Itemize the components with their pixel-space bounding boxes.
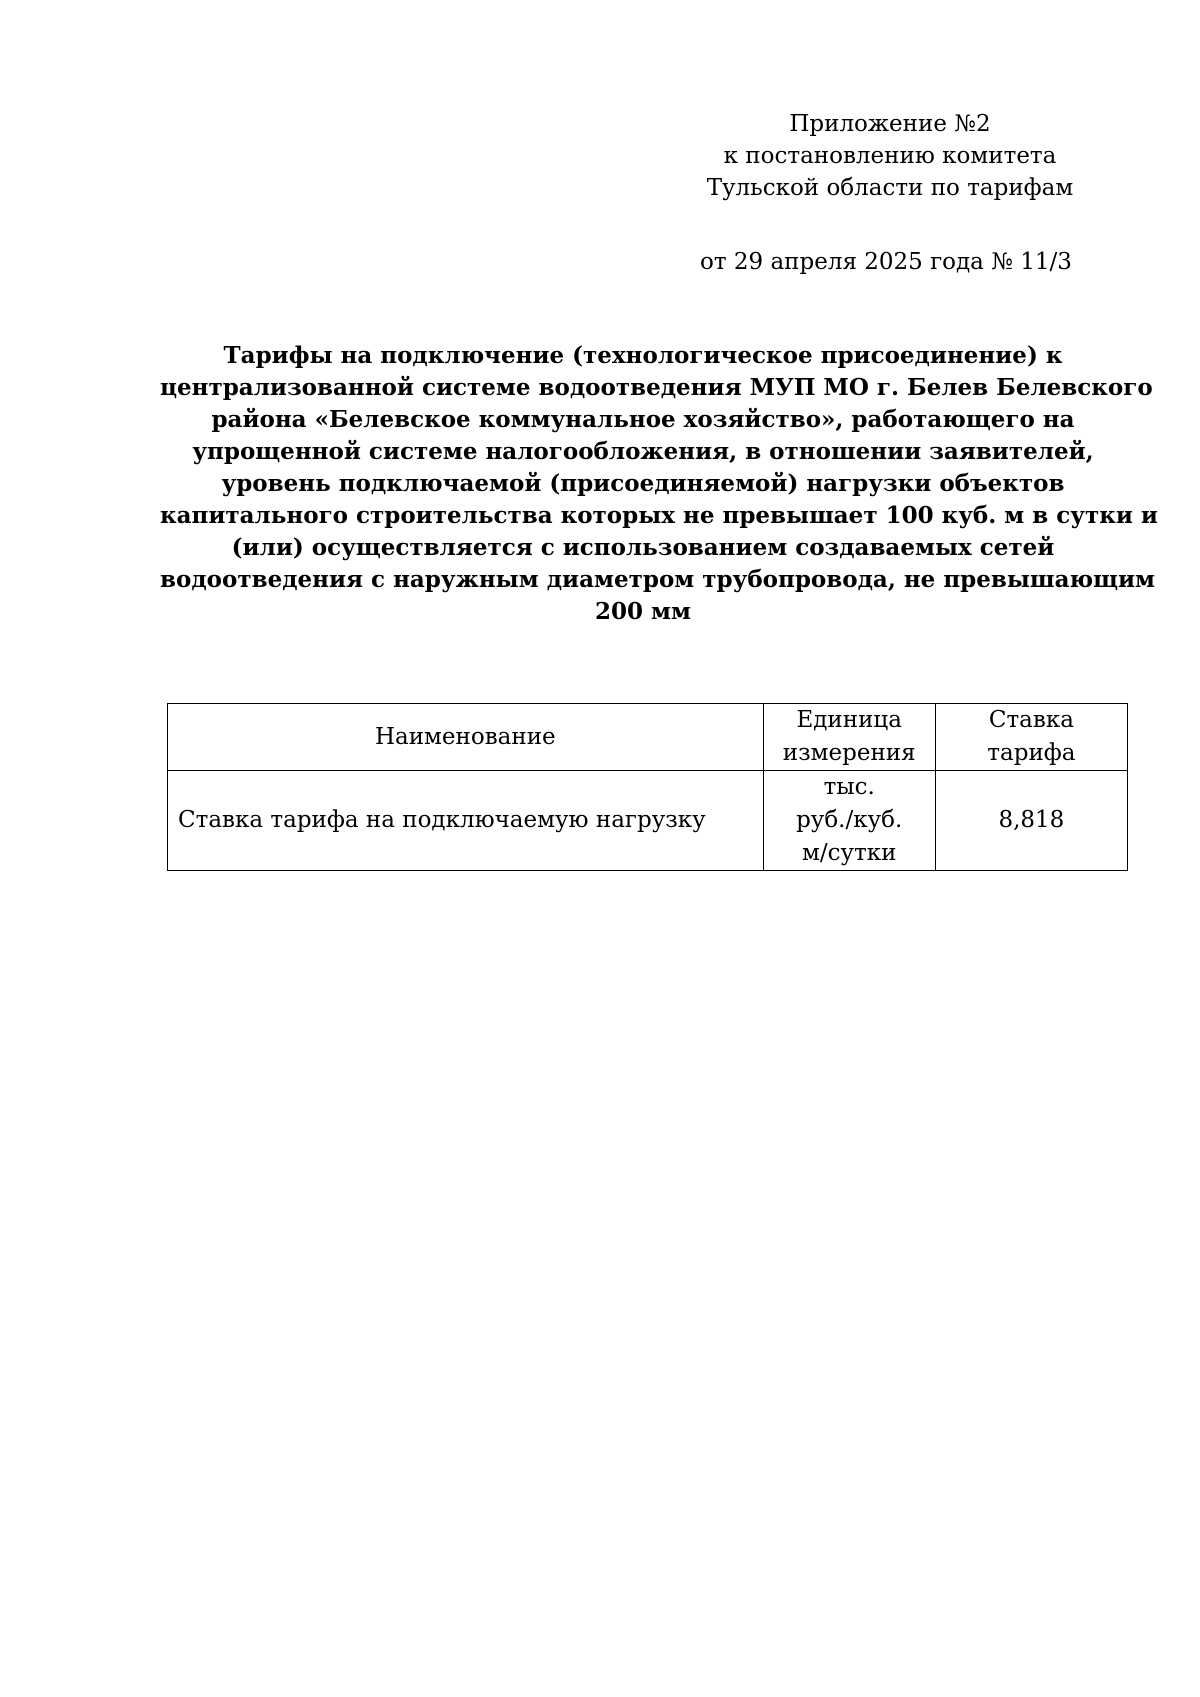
annex-line: Приложение №2	[789, 111, 991, 137]
table-row	[168, 771, 1128, 871]
cell-name: Ставка тарифа на подключаемую нагрузку	[168, 771, 764, 871]
title-line: капитального строительства которых не превышает 100 куб. м в сутки и	[160, 502, 1158, 529]
cell-rate: 8,818	[935, 771, 1127, 871]
header-unit-line: Единица	[796, 707, 902, 733]
cell-unit-line: м/сутки	[801, 840, 897, 866]
header-rate-line: Ставка	[988, 707, 1074, 733]
header-unit	[763, 704, 935, 771]
title-line: уровень подключаемой (присоединяемой) нагрузки объектов	[221, 470, 1065, 497]
annex-line: к постановлению комитета	[723, 143, 1057, 169]
cell-unit	[763, 771, 935, 871]
title-line: Тарифы на подключение (технологическое присоединение) к	[223, 342, 1063, 369]
title-line: централизованной системе водоотведения МУП МО г. Белев Белевского	[160, 374, 1153, 401]
title-line: 200 мм	[595, 598, 691, 625]
title-line: упрощенной системе налогообложения, в отношении заявителей,	[192, 438, 1094, 465]
title-line: района «Белевское коммунальное хозяйство», работающего на	[211, 406, 1075, 433]
tariff-table	[167, 703, 1128, 871]
cell-unit-line: руб./куб.	[796, 807, 903, 833]
annex-header	[690, 108, 1090, 204]
document-title	[160, 340, 1158, 628]
cell-unit-line: тыс.	[823, 774, 875, 800]
header-rate-line: тарифа	[987, 740, 1076, 766]
header-unit-line: измерения	[782, 740, 916, 766]
annex-date: от 29 апреля 2025 года № 11/3	[700, 249, 1072, 275]
title-line: (или) осуществляется с использованием создаваемых сетей	[231, 534, 1055, 561]
annex-line: Тульской области по тарифам	[706, 175, 1074, 201]
table-header-row	[168, 704, 1128, 771]
title-line: водоотведения с наружным диаметром трубопровода, не превышающим	[160, 566, 1156, 593]
header-rate	[935, 704, 1127, 771]
header-name: Наименование	[168, 704, 764, 771]
